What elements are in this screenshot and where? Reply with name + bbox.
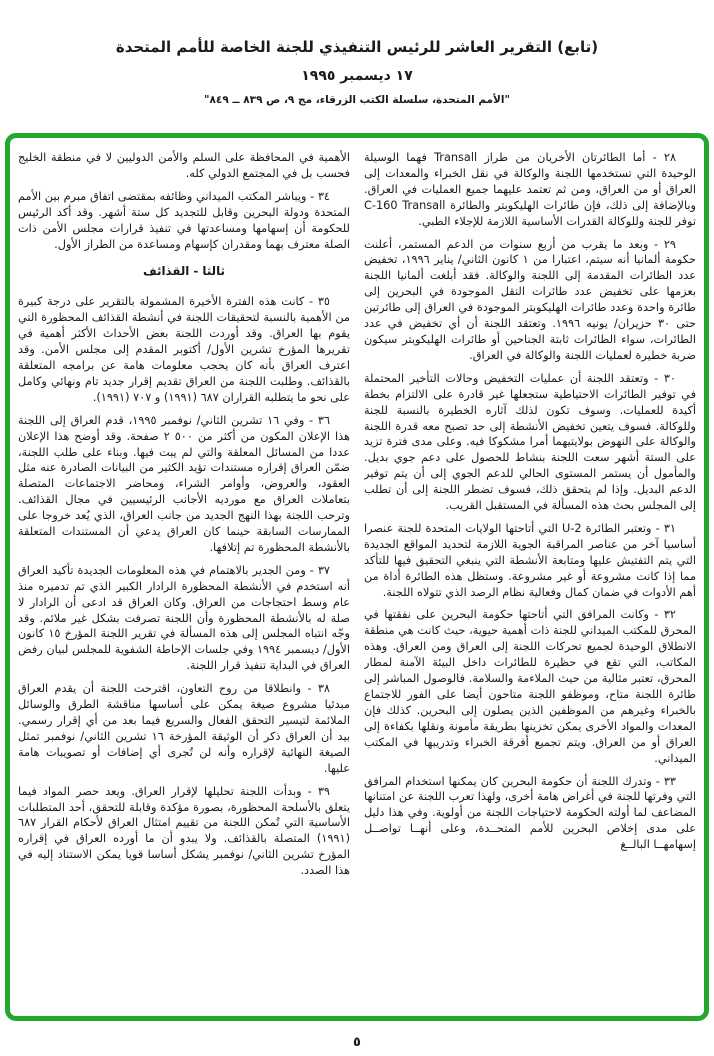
paragraph-29: ٢٩ - وبعد ما يقرب من أربع سنوات من الدعم المستمر، أعلنت حكومة ألمانيا أنه سيتم، اعتبارا من ١ كانون الثاني/ يناير ١٩٩٦، تخفيض عدد الطائرات المقدمة إلى اللجنة والوكالة. فقد أبلغت ألمانيا اللجنة بعزمها على تخفيض عدد طائرات النقل الموجودة في البحرين إلى طائرة واحدة وعدد طائرات الهليكوبتر الموجودة في العراق إلى طائرتين حتى ٣٠ حزيران/ يونيه ١٩٩٦. وتعتقد اللجنة أن أي تخفيض في عدد الطائرات، سواء الطائرات ثابتة الجناحين أو طائرات الهليكوبتر سيكون ضربة خطيرة لعمليات اللجنة والوكالة في العراق. [364,237,696,362]
page-number: ٥ [353,1035,361,1050]
column-left [18,150,350,1008]
paragraph-32: ٣٢ - وكانت المرافق التي أتاحتها حكومة البحرين على نفقتها في المحرق للمكتب الميداني للجنة ذات أهمية حيوية، حيث كانت هي منطقة الانطلاق الوحيدة لجميع تحركات اللجنة إلى العراق ومن العراق. وهذه المكاتب، التي تقع في حظيرة للطائرات داخل البيئة الآمنة لمطار المحرق، تعتبر مثالية من حيث الملاءمة والسلامة. فالوصول المباشر إلى طائرة اللجنة متاح، وموظفو اللجنة متاحون أيضا على الفور للاجتماع بالخبراء وغيرهم من الموظفين الذين يصلون إلى البحرين. كذلك فإن المعدات والمواد الأخرى يمكن تخزينها بطريقة مأمونة ونقلها بكفاءة إلى العراق أو من العراق. ويتم تجميع أفرقة الخبراء وتدريبها في المكتب الميداني. [364,608,696,765]
paragraph-30: ٣٠ - وتعتقد اللجنة أن عمليات التخفيض وحالات التأخير المحتملة في توفير الطائرات الاحتياطية ستجعلها غير قادرة على الالتزام بخطة أكيدة للعمليات. وسوف تكون لذلك آثاره الخطيرة بالنسبة للجنة وللوكالة. فسوف يتعين تخفيض الأنشطة إلى حد تصبح معه قدرة اللجنة والوكالة على النهوض بولايتيهما أمرا مشكوكا فيه. وعلى مدى فترة تزيد على الستة أشهر سعت اللجنة بنشاط للحصول على دعم جوي بديل. والمأمول أن يستمر المستوى الحالي للدعم الجوي إلى أن يتم توفير الدعم البديل. وإذا لم يتحقق ذلك، فسوف تضطر اللجنة إلى أن تطلب إلى المجلس بحث هذه المسألة في المستقبل القريب. [364,371,696,513]
paragraph-35: ٣٥ - كانت هذه الفترة الأخيرة المشمولة بالتقرير على درجة كبيرة من الأهمية بالنسبة لتحقيقات اللجنة في أنشطة القذائف المحظورة التي يقوم بها العراق. وقد أوردت اللجنة بعض الأحداث الأكثر أهمية في تقريرها المؤرخ تشرين الأول/ أكتوبر المقدم إلى مجلس الأمن. وقد اعترف العراق بأنه كان يحجب معلومات هامة عن برامجه المتعلقة بالقذائف. وطلبت اللجنة من العراق تقديم إقرار جديد تام ونهائي وكامل على نحو ما يتطلبه القراران ٦٨٧ (١٩٩١) و ٧٠٧ (١٩٩١). [18,295,350,404]
paragraph-31: ٣١ - وتعتبر الطائرة U-2 التي أتاحتها الولايات المتحدة للجنة عنصرا أساسيا آخر من عناصر المراقبة الجوية اللازمة لتحديد المواقع الجديدة التي يتم التفتيش عليها ومتابعة الأنشطة التي ينبغي التحقيق فيها للتأكد مما إذا كانت مشروعة أو غير مشروعة. وستظل هذه الطائرة أداة من أهم الأدوات في ضمان كمال وفعالية نظام الرصد الذي تتولاه اللجنة. [364,521,696,599]
paragraph-34: ٣٤ - ويباشر المكتب الميداني وظائفه بمقتضى اتفاق مبرم بين الأمم المتحدة ودولة البحرين وقابل للتجديد كل ستة أشهر. وقد أكد الرئيس للحكومة أن إسهامها ومساعدتها في تنفيذ قرارات مجلس الأمن ذات الصلة معترف بهما ومقدران كإسهام ومساعدة من الطراز الأول. [18,189,350,251]
paragraph-33: ٣٣ - وتدرك اللجنة أن حكومة البحرين كان يمكنها استخدام المرافق التي وفرتها للجنة في أغراض هامة أخرى، ولهذا تعرب اللجنة عن امتنانها المضاعف لما أولته الحكومة لاحتياجات اللجنة من أولوية. وفي هذا دليل على مدى إخلاص البحرين للأمم المتحــدة، وعلى أنهــا تواصــل إسهامهــا البالــغ [364,774,696,852]
document-header [0,38,714,106]
document-title: (تابع) التقرير العاشر للرئيس التنفيذي للجنة الخاصة للأمم المتحدة [115,38,599,56]
paragraph-38: ٣٨ - وانطلاقا من روح التعاون، اقترحت اللجنة أن يقدم العراق مبدئيا مشروع صيغة يمكن على أساسها مناقشة الطرق والوسائل الملائمة لتيسير التحقق الفعال والسريع فيما بعد من أي إقرار رسمي. بيد أن العراق ذكر أن الوثيقة المؤرخة ١٦ تشرين الثاني/ نوفمبر تمثل الصيغة النهائية لإقراره وأنه لن تُجرى أي إضافات أو تصويبات هامة عليها. [18,682,350,775]
two-column-layout [18,150,696,1008]
paragraph-39: ٣٩ - وبدأت اللجنة تحليلها لإقرار العراق. ويعد حصر المواد فيما يتعلق بالأسلحة المحظورة، بصورة مؤكدة وقابلة للتحقق، أحد المتطلبات الأساسية التي تُمكن اللجنة من تقييم امتثال العراق لأحكام القرار ٦٨٧ (١٩٩١) المتصلة بالقذائف. ولا يبدو أن ما أورده العراق في إقراره المؤرخ تشرين الثاني/ نوفمبر يشكل أساسا قويا يمكن الاستناد إليه في هذا الصدد. [18,784,350,878]
paragraph-36: ٣٦ - وفي ١٦ تشرين الثاني/ نوفمبر ١٩٩٥، قدم العراق إلى اللجنة هذا الإعلان المكون من أكثر من ٥٠٠ ٢ صفحة. وقد أوضح هذا الإعلان عددا من المسائل المعلقة والتي لم يبت فيها. وبناء على طلب اللجنة، ضمّن العراق إقراره مستندات تؤيد الكثير من البيانات الصادرة عنه مثل العقود، والعروض، وأوامر الشراء، ومحاضر الاجتماعات المتصلة بتعاملات العراق مع مورديه الأجانب الرئيسيين في مجال القذائف. وترحب اللجنة بهذا النهج الجديد من جانب العراق، الذي يُعد خروجا على الممارسات السابقة حينما كان العراق يدعي أن المستندات المتعلقة بالأنشطة المحظورة تم إتلافها. [18,413,350,554]
paragraph-33-continued: الأهمية في المحافظة على السلم والأمن الدوليين لا في منطقة الخليج فحسب بل في المجتمع الدولي كله. [18,151,350,180]
document-date: ١٧ ديسمبر ١٩٩٥ [301,68,413,84]
paragraph-37: ٣٧ - ومن الجدير بالاهتمام في هذه المعلومات الجديدة تأكيد العراق أنه استخدم في الأنشطة المحظورة الرادار الكبير الذي تم تدميره منذ عام وسط احتجاجات من العراق. وكان العراق قد ادعى أن الرادار لا صلة له بالأنشطة المحظورة وأن اللجنة تصرفت بشكل غير ملائم. وقد وجّه انتباه المجلس إلى هذه المسألة في تقرير اللجنة المؤرخ ١٥ كانون الأول/ ديسمبر ١٩٩٤ وفي جلسات الإحاطة الشفوية للمجلس لبيان رفض العراق في البداية تنفيذ قرار اللجنة. [18,563,350,673]
section-heading: ثالثا - القذائف [143,264,225,279]
column-right [364,150,696,1008]
document-source-citation: "الأمم المتحدة، سلسلة الكتب الزرقاء، مج ٩، ص ٨٣٩ ــ ٨٤٩" [204,94,510,106]
green-border-frame [5,133,709,1021]
paragraph-28: ٢٨ - أما الطائرتان الأخريان من طراز Transall فهما الوسيلة الوحيدة التي تستخدمها اللجنة والوكالة في نقل الخبراء والمعدات إلى العراق أو من العراق، ومن ثم تعتمد عليهما جميع العمليات في العراق. وبالإضافة إلى ذلك، فإن طائرات الهليكوبتر والطائرة C-160 Transall توفر للجنة وللوكالة القدرات الأساسية اللازمة للإجلاء الطبي. [364,151,696,228]
